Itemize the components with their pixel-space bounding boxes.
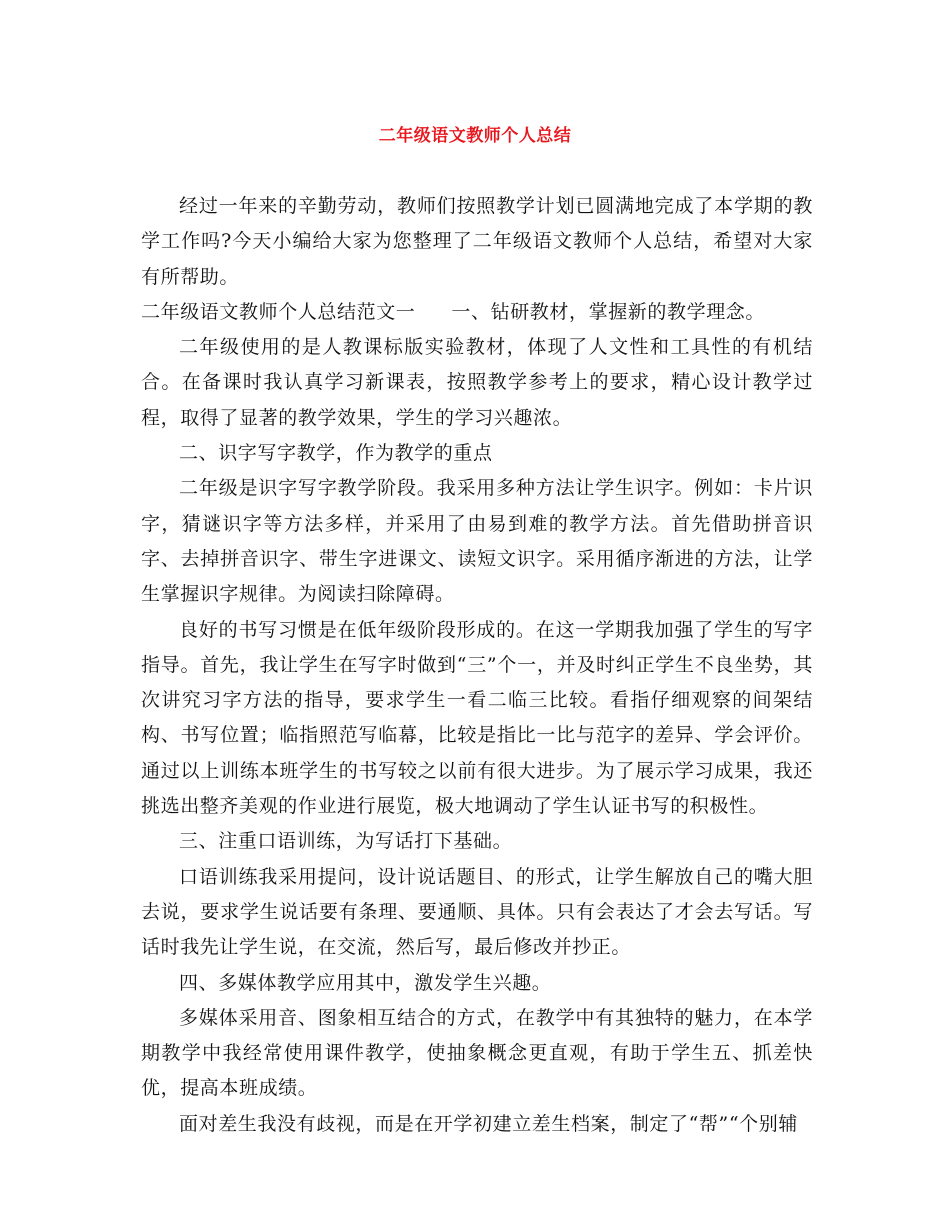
document-title: 二年级语文教师个人总结 (378, 126, 572, 146)
body-paragraph: 良好的书写习惯是在低年级阶段形成的。在这一学期我加强了学生的写字指导。首先，我让学生在写字时做到“三”个一，并及时纠正学生不良坐势，其次讲究习字方法的指导，要求学生一看二临三比较。看指仔细观察的间架结构、书写位置；临指照范写临幕，比较是指比一比与范字的差异、学会评价。通过以上训练本班学生的书写较之以前有很大进步。为了展示学习成果，我还挑选出整齐美观的作业进行展览，极大地调动了学生认证书写的积极性。 (141, 618, 813, 818)
section-heading-3: 三、注重口语训练，为写话打下基础。 (179, 830, 513, 853)
section-heading-1: 一、钻研教材，掌握新的教学理念。 (451, 300, 766, 323)
body-paragraph: 二年级使用的是人教课标版实验教材，体现了人文性和工具性的有机结合。在备课时我认真学习新课表，按照教学参考上的要求，精心设计教学过程，取得了显著的教学效果，学生的学习兴趣浓。 (141, 336, 813, 429)
section-heading-2: 二、识字写字教学，作为教学的重点 (179, 442, 493, 465)
article-subtitle: 二年级语文教师个人总结范文一 (141, 300, 416, 323)
body-paragraph: 多媒体采用音、图象相互结合的方式，在教学中有其独特的魅力，在本学期教学中我经常使用课件教学，使抽象概念更直观，有助于学生五、抓差快优，提高本班成绩。 (141, 1006, 813, 1100)
body-paragraph: 二年级是识字写字教学阶段。我采用多种方法让学生识字。例如：卡片识字，猜谜识字等方法多样，并采用了由易到难的教学方法。首先借助拼音识字、去掉拼音识字、带生字进课文、读短文识字。采用循序渐进的方法，让学生掌握识字规律。为阅读扫除障碍。 (141, 477, 813, 606)
intro-heading-line (141, 295, 813, 330)
section-heading-4: 四、多媒体教学应用其中，激发学生兴趣。 (179, 971, 552, 994)
body-paragraph: 面对差生我没有歧视，而是在开学初建立差生档案，制定了“帮”“个别辅 (179, 1112, 798, 1135)
body-paragraph: 口语训练我采用提问，设计说话题目、的形式，让学生解放自己的嘴大胆去说，要求学生说话要有条理、要通顺、具体。只有会表达了才会去写话。写话时我先让学生说，在交流，然后写，最后修改并抄正。 (141, 865, 813, 959)
intro-paragraph: 经过一年来的辛勤劳动，教师们按照教学计划已圆满地完成了本学期的教学工作吗?今天小编给大家为您整理了二年级语文教师个人总结，希望对大家有所帮助。 (141, 195, 813, 288)
document-body (141, 189, 813, 1142)
